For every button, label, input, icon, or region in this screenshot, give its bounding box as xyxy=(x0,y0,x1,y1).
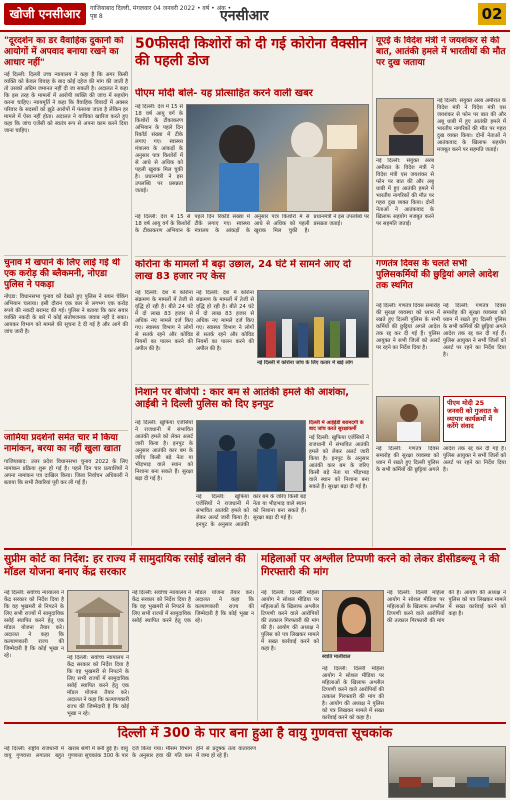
article-body: नई दिल्ली: गणतंत्र दिवस समारोह की सुरक्षा व्यवस्था को ध्यान में रखते हुए दिल्ली पुलिस के सभी कर्मियों की छुट्टियां अगले आदेश तक रद्द कर दी गई हैं। पुलिस आयुक्त ने सभी जिलों को अलर्ट पर रहने का निर्देश दिया है। xyxy=(443,303,506,358)
lead-body-cont xyxy=(135,214,369,254)
article-left-bottom xyxy=(4,433,128,545)
corona-headline-block xyxy=(135,259,369,287)
supreme-body-col2 xyxy=(67,655,129,720)
article-body: नई दिल्ली: संयुक्त अरब अमीरात के विदेश मंत्री ने विदेश मंत्री एस जयशंकर से फोन पर बात की और अबू धाबी में हुए आतंकी हमले में भारतीय नागरिकों की मौत पर गहरा दुख व्यक्त किया। दोनों नेताओं ने आतंकवाद के खिलाफ सहयोग मजबूत करने पर सहमति जताई। xyxy=(376,158,434,227)
masthead xyxy=(0,0,510,32)
maliwal-photo xyxy=(322,590,384,652)
police-body-col xyxy=(376,303,440,393)
article-body: नई दिल्ली: सर्वोच्च न्यायालय ने केंद्र सरकार को निर्देश दिया है कि वह भुखमरी से निपटने के लिए सभी राज्यों में सामुदायिक रसोई स्थापित करने हेतु एक मॉडल योजना तैयार करे। अदालत ने कहा कि कल्याणकारी राज्य की जिम्मेदारी है कि कोई भूखा न रहे। xyxy=(132,590,254,624)
women-body-col2 xyxy=(322,666,384,720)
photo-caption: स्वाति मालीवाल xyxy=(322,654,351,660)
women-headline-block xyxy=(261,553,506,587)
lead-headline-block xyxy=(135,36,369,86)
supreme-court-photo xyxy=(67,590,129,652)
article-body: नई दिल्ली: दिल्ली महिला आयोग ने सोशल मीडिया पर महिलाओं के खिलाफ अश्लील टिप्पणी करने वाले आरोपियों की तत्काल गिरफ्तारी की मांग की है। आयोग की अध्यक्ष ने पुलिस को पत्र लिखकर मामले में सख्त कार्रवाई करने को कहा है। xyxy=(261,590,319,652)
article-body: नई दिल्ली: खुफिया एजेंसियों ने राजधानी में संभावित आतंकी हमले को लेकर अलर्ट जारी किया है। इनपुट के अनुसार आतंकी कार बम के जरिए किसी बड़े नेता या भीड़भाड़ वाले स्थान को निशाना बना सकते हैं। सुरक्षा बढ़ा दी गई है। xyxy=(309,435,369,490)
article-body: नई दिल्ली: देश में कोरोना संक्रमण के मामलों में तेजी से वृद्धि हो रही है। बीते 24 घंटे में दो लाख 83 हजार से अधिक नए मामले दर्ज किए गए। स्वास्थ्य विभाग ने लोगों से सतर्क रहने और कोविड नियमों का पालन करने की अपील की है। xyxy=(135,290,193,352)
article-body: नई दिल्ली: दिल्ली उच्च न्यायालय ने कहा है कि अगर किसी व्यक्ति को केवल विवाह के बाद कोई दहेज की मांग की जाती है तो उसको अग्रिम जमानत नहीं दी जा सकती है। अदालत ने कहा कि इस तरह के मामलों में आरोपी व्यक्ति की जांच में सहयोग करना चाहिए। न्यायमूर्ति ने कहा कि वैवाहिक विवादों में अक्सर परिवार के सदस्यों को झूठे आरोपों में फंसाया जाता है लेकिन हर मामले में ऐसा नहीं होता। अदालत ने याचिका खारिज करते हुए कहा कि जांच एजेंसी को स्वतंत्र रूप से अपना काम करने दिया जाना चाहिए। xyxy=(4,72,128,135)
bjp-body-col xyxy=(135,420,193,546)
headline: "दूरदर्शन का डर वैवाहिक दुकानों को आयोगों में अपवाद बनाया रखने का आधार नहीं" xyxy=(4,36,124,68)
article-body: नई दिल्ली: सर्वोच्च न्यायालय ने केंद्र सरकार को निर्देश दिया है कि वह भुखमरी से निपटने के लिए सभी राज्यों में सामुदायिक रसोई स्थापित करने हेतु एक मॉडल योजना तैयार करे। अदालत ने कहा कि कल्याणकारी राज्य की जिम्मेदारी है कि कोई भूखा न रहे। xyxy=(4,590,64,659)
police-photo xyxy=(376,396,440,442)
police-body-col3 xyxy=(376,446,506,546)
headline: कोरोना के मामलों में बढ़ा उछाल, 24 घंटे में सामने आए दो लाख 83 हजार नए केस xyxy=(135,259,351,282)
headline: निशाने पर बीजेपी : कार बम से आतंकी हमले की आशंका, आईबी ने दिल्ली पुलिस को दिए इनपुट xyxy=(135,387,350,410)
smog-photo xyxy=(388,746,506,798)
air-body-cols xyxy=(4,746,384,798)
headline: 50फीसदी किशोरों को दी गई कोरोना वैक्सीन की पहली डोज xyxy=(135,36,368,69)
corona-body-col2 xyxy=(196,290,254,380)
article-body: नई दिल्ली: दिल्ली महिला आयोग ने सोशल मीडिया पर महिलाओं के खिलाफ अश्लील टिप्पणी करने वाले आरोपियों की तत्काल गिरफ्तारी की मांग की है। आयोग की अध्यक्ष ने पुलिस को पत्र लिखकर मामले में सख्त कार्रवाई करने को कहा है। xyxy=(387,590,506,624)
article-body: नई दिल्ली: देश में 15 से 18 वर्ष आयु वर्ग के किशोरों के टीकाकरण अभियान के पहले दिन रिकॉर्ड संख्या में टीके लगाए गए। स्वास्थ्य मंत्रालय के आंकड़ों के अनुसार पात्र किशोरों में से आधे से अधिक को पहली खुराक मिल चुकी है। प्रधानमंत्री ने इस उपलब्धि पर प्रसन्नता जताई। xyxy=(135,214,369,234)
article-body: नई दिल्ली: संयुक्त अरब अमीरात के विदेश मंत्री ने विदेश मंत्री एस जयशंकर से फोन पर बात की और अबू धाबी में हुए आतंकी हमले में भारतीय नागरिकों की मौत पर गहरा दुख व्यक्त किया। दोनों नेताओं ने आतंकवाद के खिलाफ सहयोग मजबूत करने पर सहमति जताई। xyxy=(437,98,506,153)
right-top-body-col2 xyxy=(376,158,434,254)
article-body: नई दिल्ली: देश में कोरोना संक्रमण के मामलों में तेजी से वृद्धि हो रही है। बीते 24 घंटे में दो लाख 83 हजार से अधिक नए मामले दर्ज किए गए। स्वास्थ्य विभाग ने लोगों से सतर्क रहने और कोविड नियमों का पालन करने की अपील की है। xyxy=(196,290,254,352)
headline: महिलाओं पर अश्लील टिप्पणी करने को लेकर डीसीडब्ल्यू ने की गिरफ्तारी की मांग xyxy=(261,553,500,578)
lead-subhead-block xyxy=(135,88,369,102)
bjp-body-col2 xyxy=(196,494,306,546)
right-top-body-col xyxy=(437,98,506,254)
photo-caption: दिल्ली में आईईडी बरामदगी के बाद जांच करते सुरक्षाकर्मी xyxy=(309,420,364,432)
article-body: नई दिल्ली: गणतंत्र दिवस समारोह की सुरक्षा व्यवस्था को ध्यान में रखते हुए दिल्ली पुलिस के सभी कर्मियों की छुट्टियां अगले आदेश तक रद्द कर दी गई हैं। पुलिस आयुक्त ने सभी जिलों को अलर्ट पर रहने का निर्देश दिया है। xyxy=(376,446,506,473)
vaccination-photo xyxy=(186,104,369,212)
corona-body-col xyxy=(135,290,193,380)
women-caption-block xyxy=(322,654,384,664)
lead-body-col xyxy=(135,104,183,214)
pm-modi-box xyxy=(443,396,506,442)
security-photo xyxy=(196,420,306,492)
supreme-body-col3 xyxy=(132,590,254,720)
dateline: गाजियाबाद दिल्ली, मंगलवार 04 जनवरी 2022 • वर्ष • अंक • पृष्ठ 8 xyxy=(90,5,232,20)
article-body: गाजियाबाद: उत्तर प्रदेश विधानसभा चुनाव 2022 के लिए नामांकन प्रक्रिया शुरू हो गई है। पहले दिन चार प्रत्याशियों ने अपना नामांकन पत्र दाखिल किया। जिला निर्वाचन अधिकारी ने बताया कि सभी तैयारियां पूरी कर ली गई हैं। xyxy=(4,458,128,486)
article-body: नई दिल्ली: देश में 15 से 18 वर्ष आयु वर्ग के किशोरों के टीकाकरण अभियान के पहले दिन रिकॉर्ड संख्या में टीके लगाए गए। स्वास्थ्य मंत्रालय के आंकड़ों के अनुसार पात्र किशोरों में से आधे से अधिक को पहली खुराक मिल चुकी है। प्रधानमंत्री ने इस उपलब्धि पर प्रसन्नता जताई। xyxy=(135,104,183,194)
headline: यूएई के विदेश मंत्री ने जयशंकर से की बात, आतंकी हमले में भारतीयों की मौत पर दुख जताया xyxy=(376,36,506,68)
women-body-col xyxy=(261,590,319,720)
page-number: 02 xyxy=(478,3,506,25)
police-body-col2 xyxy=(443,303,506,393)
corona-caption-block xyxy=(257,360,369,382)
section-title: एनसीआर xyxy=(220,8,269,24)
women-body-col3 xyxy=(387,590,506,720)
article-body: नोएडा: विधानसभा चुनाव को देखते हुए पुलिस ने सघन चेकिंग अभियान चलाया। इसी दौरान एक कार से लगभग एक करोड़ रुपये की नकदी बरामद की गई। पुलिस ने बताया कि कार सवार व्यक्ति नकदी के बारे में कोई संतोषजनक जवाब नहीं दे सका। आयकर विभाग को मामले की सूचना दे दी गई है और आगे की जांच जारी है। xyxy=(4,294,128,336)
article-left-mid xyxy=(4,258,128,428)
covid-queue-photo xyxy=(257,290,369,358)
headline: गणतंत्र दिवस के चलते सभी पुलिसकर्मियों की छुट्टियां अगले आदेश तक स्थगित xyxy=(376,259,499,291)
article-body: नई दिल्ली: गणतंत्र दिवस समारोह की सुरक्षा व्यवस्था को ध्यान में रखते हुए दिल्ली पुलिस के सभी कर्मियों की छुट्टियां अगले आदेश तक रद्द कर दी गई हैं। पुलिस आयुक्त ने सभी जिलों को अलर्ट पर रहने का निर्देश दिया है। xyxy=(376,303,440,351)
article-body: नई दिल्ली: सर्वोच्च न्यायालय ने केंद्र सरकार को निर्देश दिया है कि वह भुखमरी से निपटने के लिए सभी राज्यों में सामुदायिक रसोई स्थापित करने हेतु एक मॉडल योजना तैयार करे। अदालत ने कहा कि कल्याणकारी राज्य की जिम्मेदारी है कि कोई भूखा न रहे। xyxy=(67,655,129,717)
article-body: नई दिल्ली: दिल्ली महिला आयोग ने सोशल मीडिया पर महिलाओं के खिलाफ अश्लील टिप्पणी करने वाले आरोपियों की तत्काल गिरफ्तारी की मांग की है। आयोग की अध्यक्ष ने पुलिस को पत्र लिखकर मामले में सख्त कार्रवाई करने को कहा है। xyxy=(322,666,384,720)
air-headline-block xyxy=(4,726,506,744)
headline: सुप्रीम कोर्ट का निर्देश: हर राज्य में सामुदायिक रसोई खोलने की मॉडल योजना बनाए केंद्र सरकार xyxy=(4,553,246,578)
headline: दिल्ली में 300 के पार बना हुआ है वायु गुणवत्ता सूचकांक xyxy=(117,726,393,741)
box-headline: पीएम मोदी 25 जनवरी को गुजरात के व्यापार कार्यक्रमों में करेंगे संवाद xyxy=(447,399,499,431)
supreme-body-col xyxy=(4,590,64,720)
headline: चुनाव में खपाने के लिए लाई गई थी एक करोड़ की ब्लैकमनी, नोएडा पुलिस ने पकड़ा xyxy=(4,258,120,290)
supreme-headline-block xyxy=(4,553,254,587)
newspaper-logo: खोजी एनसीआर xyxy=(4,3,86,25)
article-body: नई दिल्ली: खुफिया एजेंसियों ने राजधानी में संभावित आतंकी हमले को लेकर अलर्ट जारी किया है। इनपुट के अनुसार आतंकी कार बम के जरिए किसी बड़े नेता या भीड़भाड़ वाले स्थान को निशाना बना सकते हैं। सुरक्षा बढ़ा दी गई है। xyxy=(196,494,306,528)
article-left-top xyxy=(4,36,128,254)
article-body: नई दिल्ली: राष्ट्रीय राजधानी में वायु गुणवत्ता लगातार बहुत खराब श्रेणी में बनी हुई है। वायु गुणवत्ता सूचकांक 300 के पार दर्ज किया गया। मौसम विभाग के अनुसार हवा की गति कम होने से प्रदूषक तत्व वातावरण में जमा हो रहे हैं। xyxy=(4,746,256,759)
subhead: पीएम मोदी बोले- यह प्रोत्साहित करने वाली खबर xyxy=(135,88,313,99)
headline: जामिया प्रदर्शनों समेत चार में किया नामांकन, बरया का नहीं खुला खाता xyxy=(4,433,121,454)
article-right-top xyxy=(376,36,506,96)
bjp-caption-col xyxy=(309,420,369,546)
photo-caption: नई दिल्ली में कोरोना जांच के लिए कतार में खड़े लोग xyxy=(257,360,353,366)
article-body: नई दिल्ली: खुफिया एजेंसियों ने राजधानी में संभावित आतंकी हमले को लेकर अलर्ट जारी किया है। इनपुट के अनुसार आतंकी कार बम के जरिए किसी बड़े नेता या भीड़भाड़ वाले स्थान को निशाना बना सकते हैं। सुरक्षा बढ़ा दी गई है। xyxy=(135,420,193,482)
bjp-headline-block xyxy=(135,387,369,417)
police-headline-block xyxy=(376,259,506,301)
jaishankar-photo xyxy=(376,98,434,156)
